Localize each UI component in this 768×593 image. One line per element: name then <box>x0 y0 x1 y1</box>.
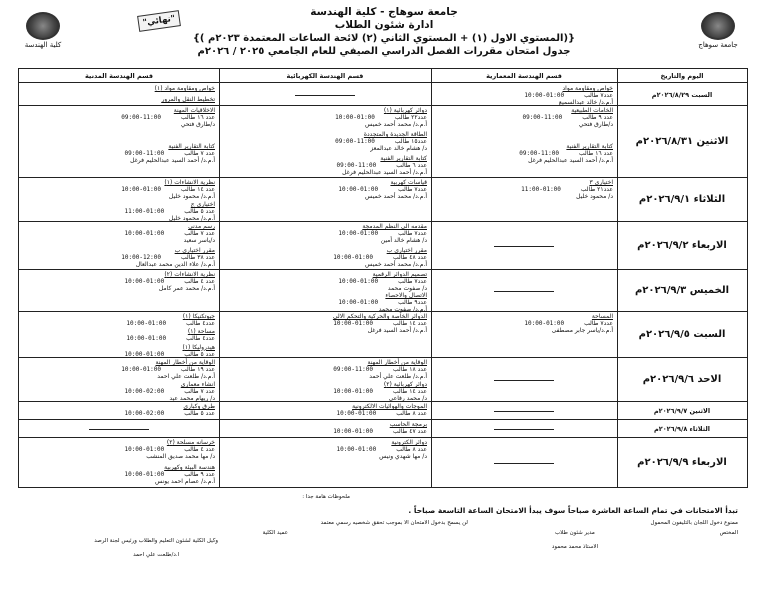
student-count: عدد ٤٧ طالب <box>393 428 427 435</box>
arch-cell <box>431 402 617 420</box>
exam-entry <box>223 131 427 152</box>
signature-role: وكيل الكلية لشئون التعليم والطلاب ورئيس لجنة الرصد <box>94 538 218 544</box>
doctor-name: أ.م.د/ أحمد السيد عبدالحليم فرغل <box>130 157 215 164</box>
exam-entry <box>23 143 215 164</box>
time-count-line <box>23 320 215 327</box>
time-count-line <box>223 428 427 435</box>
empty-slot-dash <box>494 380 554 381</box>
course-name: نظرية الانشاءات (١) <box>164 179 215 186</box>
civil-cell <box>19 420 219 438</box>
day-cell <box>617 106 747 178</box>
time-count-line <box>23 446 215 453</box>
day-label: الاثنين ٢٠٢٦/٨/٣١م <box>635 136 729 147</box>
course-name: خرسانه مسلحة (٢) <box>166 439 215 446</box>
course-name: مقرر اختياري ب <box>386 247 427 254</box>
exam-time: 01:00-10:00 <box>124 446 165 453</box>
course-name: اختياري ج <box>190 201 215 208</box>
empty-slot-dash <box>494 246 554 247</box>
course-name: نظرية الانشاءات (٢) <box>164 271 215 278</box>
student-count: عدد ٥ طالب <box>184 350 215 358</box>
civil-cell <box>19 358 219 402</box>
doctor-name: أ.م.د/ محمود خليل <box>168 193 215 200</box>
exam-entry <box>223 155 427 176</box>
exam-entry <box>23 328 215 342</box>
course-name: انشاء معماري <box>180 381 215 388</box>
doctor-name: د/ محمود خليل <box>576 193 613 200</box>
exam-time: 11:00-09:00 <box>333 366 373 373</box>
time-count-line <box>23 388 215 395</box>
document-header <box>0 6 768 58</box>
elec-cell <box>219 106 431 178</box>
time-count-line <box>23 186 215 193</box>
course-name: كتابة التقارير الفنية <box>168 143 215 150</box>
doctor-name: أ.م.د/ أحمد السيد عبدالحليم فرغل <box>528 157 613 164</box>
empty-slot-dash <box>89 429 149 430</box>
department-title: ادارة شئون الطلاب <box>334 19 434 31</box>
exam-entry <box>223 292 427 313</box>
student-count: عدد١٥ طالب <box>394 138 427 145</box>
time-count-line <box>23 366 215 373</box>
exam-time: 01:00-10:00 <box>338 186 379 193</box>
exam-entry <box>23 464 215 485</box>
mobile-note: ممنوع دخول اللجان بالتليفون المحمول <box>650 520 738 526</box>
student-count: عدد ١٤ طالب <box>393 388 427 395</box>
course-name: مقرر اختياري ب <box>174 247 215 254</box>
exam-entry <box>435 85 613 106</box>
header-arch: قسم الهندسة المعمارية <box>486 72 562 80</box>
exam-time: 12:00-10:00 <box>121 254 161 261</box>
student-count: عدد ٨ طالب <box>396 446 427 453</box>
course-name: خواص ومقاومة مواد (١) <box>154 85 215 92</box>
day-label: الاحد ٢٠٢٦/٩/٦م <box>642 374 722 385</box>
day-cell <box>617 358 747 402</box>
day-cell <box>617 84 747 106</box>
doctor-name: أ.م.د/ طلعت علي أحمد <box>369 373 427 380</box>
exam-time: 01:00-10:00 <box>524 92 565 99</box>
exam-entry <box>23 344 215 358</box>
exam-time: 11:00-09:00 <box>121 114 161 121</box>
student-count: عدد ٤٨ طالب <box>393 254 427 261</box>
signature-role: المختص <box>719 530 738 536</box>
exam-entry <box>23 271 215 292</box>
exam-time: 11:00-09:00 <box>336 162 377 169</box>
day-label: الخميس ٢٠٢٦/٩/٣م <box>634 285 730 296</box>
student-count: عدد ٣٨ طالب <box>181 254 215 261</box>
civil-cell <box>19 222 219 270</box>
exam-time: 01:00-10:00 <box>338 278 379 285</box>
start-time-note: تبدأ الامتحانات في تمام الساعة العاشرة صباحاً سوف يبدأ الامتحان الساعة التاسعة صباحاً . <box>408 506 738 515</box>
course-name: المساحة <box>591 313 613 320</box>
signature-role: مدير شئون طلاب <box>555 530 595 536</box>
student-count: عدد ٧ طالب <box>184 230 215 237</box>
course-name: مقدمه الي النظم المدمجة <box>362 223 427 230</box>
civil-cell <box>19 270 219 312</box>
doctor-name: د/طارق فتحي <box>180 121 215 128</box>
elec-cell <box>219 358 431 402</box>
student-count: عدد ٥ طالب <box>184 410 215 417</box>
exam-time: 01:00-10:00 <box>524 320 565 327</box>
course-name: جيوتكنيكا (١) <box>182 313 215 320</box>
exam-time: 01:00-10:00 <box>333 254 373 261</box>
exam-entry <box>223 359 427 380</box>
table-header-row <box>19 69 747 83</box>
empty-slot-dash <box>494 411 554 412</box>
time-count-line <box>223 366 427 373</box>
civil-cell <box>19 178 219 222</box>
logo-left-caption: كلية الهندسة <box>24 41 62 49</box>
time-count-line <box>23 471 215 478</box>
course-name: دوائر كهربائية (٢) <box>383 381 427 388</box>
arch-cell <box>431 420 617 438</box>
day-cell <box>617 438 747 488</box>
course-name: طرق وكباري <box>183 403 215 410</box>
time-count-line <box>435 320 613 327</box>
elec-cell <box>219 84 431 106</box>
exam-time: 01:00-10:00 <box>126 320 167 327</box>
course-name: دوائر الكترونية <box>391 439 427 446</box>
signatures <box>18 530 748 560</box>
course-name: الاخلاقيات المهنة <box>173 107 215 114</box>
exam-time: 01:00-11:00 <box>521 186 561 193</box>
exam-entry <box>23 403 215 417</box>
course-name: الطاقة الجديدة والمتجددة <box>363 131 427 138</box>
doctor-name: أ.م.د/ محمد عمر كامل <box>158 285 215 292</box>
civil-cell <box>19 84 219 106</box>
elec-cell <box>219 312 431 358</box>
exam-time: 02:00-10:00 <box>124 410 165 417</box>
doctor-name: أ.م.د/ محمد أحمد خميس <box>365 261 427 268</box>
exam-entry <box>223 421 427 435</box>
doctor-name: د/ مها محمد صديق المنشب <box>146 453 215 460</box>
exam-entry <box>223 271 427 292</box>
student-count: عدد٧ طالب <box>584 320 613 327</box>
empty-slot-dash <box>494 463 554 464</box>
day-label: الاربعاء ٢٠٢٦/٩/٩م <box>637 457 727 468</box>
exam-time: 01:00-10:00 <box>336 446 377 453</box>
course-name: الوقاية من أخطار المهنة <box>367 359 427 366</box>
time-count-line <box>23 208 215 215</box>
civil-cell <box>19 438 219 488</box>
student-count: عدد٢٢ طالب <box>394 114 427 121</box>
student-count: عدد ١٨ طالب <box>393 366 427 373</box>
course-name: هيدروليكا (١) <box>182 343 215 351</box>
exam-entry <box>223 403 427 417</box>
signature-specialist <box>720 530 738 536</box>
header-elec: قسم الهندسة الكهربائية <box>286 72 364 80</box>
schedule-title: جدول امتحان مقررات الفصل الدراسي الصيفي للعام الجامعي ٢٠٢٥ / ٢٠٢٦م <box>197 46 571 57</box>
course-name: مساحة (١) <box>187 328 215 336</box>
empty-slot-dash <box>494 429 554 430</box>
doctor-name: أ.م.د/ صفوت محمد <box>378 306 427 313</box>
exam-time: 01:00-10:00 <box>121 366 161 373</box>
exam-time: 01:00-10:00 <box>121 186 161 193</box>
header-day: اليوم والتاريخ <box>660 72 704 80</box>
civil-cell <box>19 402 219 420</box>
signature-dean <box>263 530 288 536</box>
empty-slot-dash <box>494 291 554 292</box>
arch-cell <box>431 222 617 270</box>
doctor-name: د/ ريهام محمد عيد <box>169 395 215 402</box>
exam-time: 11:00-09:00 <box>335 138 375 145</box>
arch-cell <box>431 106 617 178</box>
exam-entry <box>223 247 427 268</box>
day-cell <box>617 178 747 222</box>
time-count-line <box>223 254 427 261</box>
exam-entry <box>223 223 427 244</box>
exam-entry <box>23 439 215 460</box>
doctor-name: أ.م.د/ياسر جابر مصطفى <box>551 327 613 334</box>
doctor-name: د/طارق فتحي <box>578 121 613 128</box>
doctor-name: أ.م.د/ أحمد السيد عبدالحليم فرغل <box>342 169 427 176</box>
arch-cell <box>431 358 617 402</box>
time-count-line <box>435 114 613 121</box>
time-count-line <box>223 138 427 145</box>
time-count-line <box>223 230 427 237</box>
time-count-line <box>435 150 613 157</box>
doctor-name: د/ هشام خالد أمين <box>380 237 427 244</box>
exam-time: 01:00-10:00 <box>124 471 165 478</box>
exam-time: 01:00-10:00 <box>338 299 379 306</box>
day-label: السبت ٢٠٢٦/٨/٢٩م <box>651 91 713 99</box>
exam-time: 01:00-10:00 <box>333 320 373 327</box>
exam-time: 01:00-10:00 <box>338 230 379 237</box>
exam-time: 01:00-10:00 <box>124 230 165 237</box>
signature-role: عميد الكلية <box>262 530 288 536</box>
day-cell <box>617 420 747 438</box>
id-note: لن يسمح بدخول الامتحان الا بموجب تحقق شخصيه رسمي معتمد <box>320 520 468 526</box>
arch-cell <box>431 270 617 312</box>
exam-entry <box>23 107 215 128</box>
elec-cell <box>219 420 431 438</box>
time-count-line <box>23 335 215 342</box>
elec-cell <box>219 222 431 270</box>
student-count: عدد٩ طالب <box>398 299 427 306</box>
time-count-line <box>435 92 613 99</box>
exam-entry <box>23 359 215 380</box>
exam-entry <box>435 179 613 200</box>
arch-cell <box>431 178 617 222</box>
signature-name: ا.د/طلعت علي احمد <box>133 552 180 558</box>
student-count: عدد ٧ طالب <box>184 388 215 395</box>
time-count-line <box>23 230 215 237</box>
day-cell <box>617 312 747 358</box>
course-name: خواص ومقاومة مواد <box>562 85 613 92</box>
exam-time: 01:00-11:00 <box>124 208 165 215</box>
time-count-line <box>23 410 215 417</box>
doctor-name: أ.م.د/ محمد أحمد خميس <box>365 121 427 128</box>
doctor-name: أ.م.د/ علاء الدين محمد عبدالعال <box>135 261 215 268</box>
course-name: رسم مدني <box>188 223 215 230</box>
arch-cell <box>431 84 617 106</box>
exam-time: 01:00-10:00 <box>335 114 375 121</box>
time-count-line <box>223 299 427 306</box>
student-count: عدد ٧ طالب <box>184 150 215 157</box>
elec-cell <box>219 438 431 488</box>
course-name: تصميم الدوائر الرقمية <box>372 271 427 278</box>
course-name: الدوائر الخاصة والحركية والتحكم الالي <box>332 313 427 320</box>
student-count: عدد ٩ طالب <box>184 471 215 478</box>
signature-manager <box>552 530 598 550</box>
course-name: هندسة البيئة وكهربية <box>164 464 215 471</box>
course-name: برمجة الحاسب <box>389 421 427 428</box>
time-count-line <box>223 162 427 169</box>
student-count: عدد ١٤ طالب <box>181 186 215 193</box>
student-count: عدد ٤ طالب <box>184 278 215 285</box>
exam-time: 01:00-10:00 <box>124 350 165 358</box>
doctor-name: أ.م.د/ عصام احمد يونس <box>154 478 215 485</box>
signature-name: الاستاذ محمد محمود <box>551 544 598 550</box>
day-label: الثلاثاء ٢٠٢٦/٩/٨م <box>653 425 711 433</box>
exam-entry <box>435 313 613 334</box>
doctor-name: د/ياسر سعيد <box>183 237 215 244</box>
student-count: عدد ١٦ طالب <box>579 150 613 157</box>
time-count-line <box>223 410 427 417</box>
time-count-line <box>223 186 427 193</box>
course-name: قياسات كهربية <box>390 179 427 186</box>
student-count: عدد ١٦ طالب <box>181 114 215 121</box>
doctor-name: أ.م.د/ خالد عبدالسميع <box>558 99 613 106</box>
exam-time: 01:00-10:00 <box>124 278 165 285</box>
day-label: السبت ٢٠٢٦/٩/٥م <box>638 329 726 340</box>
elec-cell <box>219 402 431 420</box>
time-count-line <box>23 278 215 285</box>
doctor-name: د/ صفوت محمد <box>387 285 427 292</box>
time-count-line <box>23 351 215 358</box>
exam-entry <box>435 143 613 164</box>
student-count: عدد ١٩ طالب <box>181 366 215 373</box>
time-count-line <box>223 446 427 453</box>
time-count-line <box>223 114 427 121</box>
logo-right-caption: جامعة سوهاج <box>698 41 738 49</box>
student-count: عدد٤ طالب <box>186 320 215 327</box>
student-count: عدد ٦ طالب <box>396 162 427 169</box>
time-count-line <box>223 320 427 327</box>
course-name: كتابة التقارير الفنية <box>566 143 613 150</box>
time-count-line <box>223 388 427 395</box>
time-count-line <box>435 186 613 193</box>
course-name: الخامات الطبيعية <box>571 107 613 114</box>
course-name: الموجات والهوائيات الالكترونية <box>352 403 427 410</box>
final-stamp: "نهائي" <box>137 10 181 32</box>
elec-cell <box>219 178 431 222</box>
doctor-name: أ.م.د/ محمد أحمد خميس <box>365 193 427 200</box>
exam-time: 11:00-09:00 <box>124 150 165 157</box>
exam-time: 02:00-10:00 <box>124 388 165 395</box>
time-count-line <box>23 150 215 157</box>
exam-entry <box>23 223 215 244</box>
exam-time: 01:00-10:00 <box>126 335 167 343</box>
student-count: عدد٧ طالب <box>398 230 427 237</box>
doctor-name: أ.م.د/ أحمد السيد فرغل <box>367 327 427 334</box>
empty-slot-dash <box>295 95 355 96</box>
course-name: دوائر كهربائية (١) <box>383 107 427 114</box>
student-count: عدد ٤ طالب <box>184 446 215 453</box>
exam-entry <box>223 381 427 402</box>
exam-entry <box>435 107 613 128</box>
civil-cell <box>19 106 219 178</box>
exam-entry <box>223 107 427 128</box>
exam-entry <box>23 247 215 268</box>
course-name: كتابة التقارير الفنية <box>380 155 427 162</box>
course-name: تخطيط النقل والمرور <box>161 96 215 103</box>
exam-entry <box>23 381 215 402</box>
exam-time: 01:00-10:00 <box>333 428 373 435</box>
student-count: عدد ٩ طالب <box>582 114 613 121</box>
exam-entry <box>223 313 427 334</box>
time-count-line <box>23 254 215 261</box>
arch-cell <box>431 312 617 358</box>
exam-entry <box>223 179 427 200</box>
exam-entry <box>223 439 427 460</box>
schedule-table <box>18 68 748 488</box>
day-label: الثلاثاء ٢٠٢٦/٩/١م <box>638 194 726 205</box>
exam-time: 01:00-10:00 <box>333 388 373 395</box>
day-cell <box>617 222 747 270</box>
signature-vice-dean <box>94 538 218 558</box>
civil-cell <box>19 312 219 358</box>
time-count-line <box>23 114 215 121</box>
student-count: عدد ١٤ طالب <box>393 320 427 327</box>
day-label: الاربعاء ٢٠٢٦/٩/٢م <box>637 240 727 251</box>
day-label: الاثنين ٢٠٢٦/٩/٧م <box>653 407 711 415</box>
notes-heading: ملحوظات هامة جدا : <box>302 494 350 500</box>
course-name: الاتصال والاحصاء <box>385 292 427 299</box>
exam-entry <box>23 313 215 327</box>
university-title: جامعة سوهاج - كلية الهندسة <box>310 6 458 18</box>
day-cell <box>617 270 747 312</box>
student-count: عدد٧ طالب <box>398 186 427 193</box>
exam-entry <box>23 201 215 222</box>
course-name: الوقاية من أخطار المهنة <box>155 359 215 366</box>
exam-time: 11:00-09:00 <box>522 114 563 121</box>
time-count-line <box>223 278 427 285</box>
day-cell <box>617 402 747 420</box>
doctor-name: أ.م.د/ طلعت علي احمد <box>157 373 215 380</box>
course-name: اختياري ٣ <box>589 179 613 186</box>
exam-entry <box>23 179 215 200</box>
elec-cell <box>219 270 431 312</box>
levels-line: {(المستوي الاول (١) + المستوي الثاني (٢) لائحة الساعات المعتمدة ٢٠٢٣م )} <box>192 33 576 44</box>
student-count: عدد٧ طالب <box>398 278 427 285</box>
doctor-name: د/ محمد رفاعي <box>388 395 427 402</box>
doctor-name: أ.م.د/ محمود خليل <box>168 215 215 222</box>
student-count: عدد٤ طالب <box>186 335 215 343</box>
exam-time: 01:00-10:00 <box>336 410 377 417</box>
student-count: عدد٢١ طالب <box>580 186 613 193</box>
exam-entry <box>23 85 215 92</box>
student-count: عدد ٥ طالب <box>184 208 215 215</box>
doctor-name: د/ هشام خالد عبدالمعز <box>370 145 427 152</box>
arch-cell <box>431 438 617 488</box>
doctor-name: د/ مها شهدي ونيس <box>379 453 427 460</box>
header-civil: قسم الهندسة المدنية <box>84 72 153 80</box>
exam-time: 11:00-09:00 <box>519 150 559 157</box>
exam-entry <box>23 96 215 103</box>
student-count: عدد٧ طالب <box>584 92 613 99</box>
student-count: عدد ٨ طالب <box>396 410 427 417</box>
